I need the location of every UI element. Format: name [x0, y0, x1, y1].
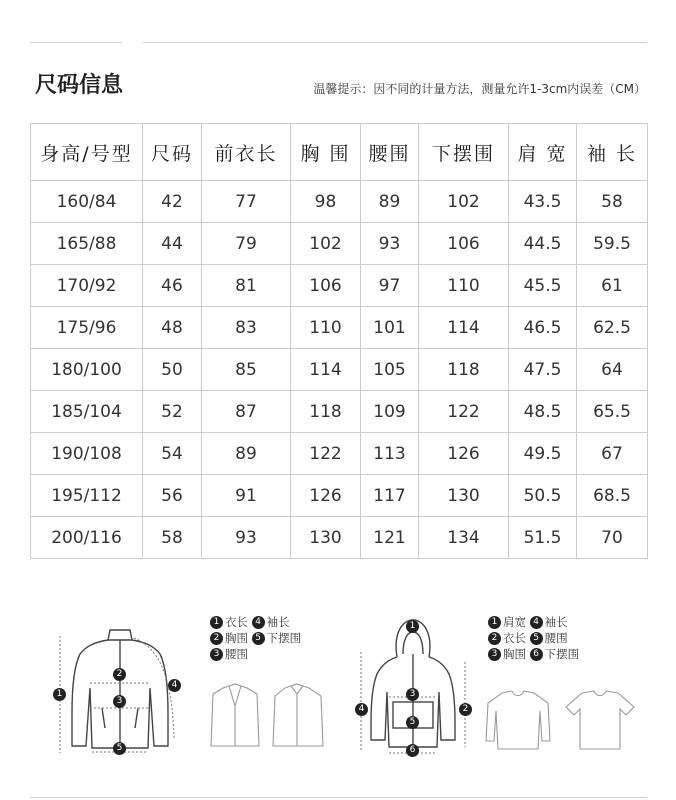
table-cell: 62.5 — [577, 307, 648, 349]
table-row — [31, 181, 648, 223]
legend-label: 肩宽 — [503, 615, 526, 629]
table-cell: 91 — [202, 475, 291, 517]
legend-number-icon: 4 — [252, 616, 265, 629]
legend-number-icon: 5 — [252, 632, 265, 645]
table-cell: 126 — [419, 433, 509, 475]
table-row — [31, 517, 648, 559]
table-cell: 101 — [361, 307, 419, 349]
table-cell: 114 — [419, 307, 509, 349]
legend-number-icon: 2 — [210, 632, 223, 645]
hoodie-legend — [488, 614, 579, 662]
table-header-row — [31, 124, 648, 181]
table-cell: 58 — [577, 181, 648, 223]
table-cell: 46 — [143, 265, 202, 307]
table-cell: 46.5 — [509, 307, 577, 349]
table-cell: 114 — [291, 349, 361, 391]
table-cell: 98 — [291, 181, 361, 223]
table-cell: 70 — [577, 517, 648, 559]
table-cell: 165/88 — [31, 223, 143, 265]
table-cell: 106 — [291, 265, 361, 307]
table-cell: 65.5 — [577, 391, 648, 433]
column-header: 身高/号型 — [31, 124, 143, 181]
table-cell: 113 — [361, 433, 419, 475]
legend-number-icon: 6 — [530, 648, 543, 661]
table-cell: 130 — [291, 517, 361, 559]
table-cell: 52 — [143, 391, 202, 433]
table-cell: 58 — [143, 517, 202, 559]
marker-2-icon: 2 — [459, 703, 472, 716]
table-cell: 121 — [361, 517, 419, 559]
table-cell: 50 — [143, 349, 202, 391]
table-cell: 44 — [143, 223, 202, 265]
table-cell: 134 — [419, 517, 509, 559]
table-cell: 175/96 — [31, 307, 143, 349]
legend-label: 下摆围 — [544, 647, 580, 661]
table-cell: 77 — [202, 181, 291, 223]
table-cell: 81 — [202, 265, 291, 307]
table-cell: 195/112 — [31, 475, 143, 517]
legend-label: 衣长 — [503, 631, 526, 645]
table-cell: 160/84 — [31, 181, 143, 223]
legend-number-icon: 1 — [488, 616, 501, 629]
legend-number-icon: 4 — [530, 616, 543, 629]
table-cell: 61 — [577, 265, 648, 307]
column-header: 尺码 — [143, 124, 202, 181]
table-cell: 89 — [361, 181, 419, 223]
table-cell: 44.5 — [509, 223, 577, 265]
table-row — [31, 307, 648, 349]
legend-number-icon: 3 — [210, 648, 223, 661]
legend-label: 腰围 — [544, 631, 568, 645]
table-row — [31, 349, 648, 391]
legend-number-icon: 1 — [210, 616, 223, 629]
marker-5-icon: 5 — [406, 716, 419, 729]
legend-number-icon: 5 — [530, 632, 543, 645]
column-header: 前衣长 — [202, 124, 291, 181]
table-row — [31, 475, 648, 517]
table-cell: 118 — [419, 349, 509, 391]
legend-label: 腰围 — [225, 647, 248, 661]
legend-label: 下摆围 — [266, 631, 302, 645]
table-cell: 54 — [143, 433, 202, 475]
column-header: 肩 宽 — [509, 124, 577, 181]
page-title: 尺码信息 — [35, 73, 124, 98]
legend-number-icon: 2 — [488, 632, 501, 645]
legend-label: 袖长 — [544, 615, 568, 629]
table-row — [31, 223, 648, 265]
table-cell: 79 — [202, 223, 291, 265]
column-header: 腰围 — [361, 124, 419, 181]
table-cell: 83 — [202, 307, 291, 349]
table-cell: 49.5 — [509, 433, 577, 475]
table-cell: 117 — [361, 475, 419, 517]
size-table — [30, 123, 648, 559]
jacket-marker-group — [50, 618, 190, 760]
table-cell: 170/92 — [31, 265, 143, 307]
table-cell: 48 — [143, 307, 202, 349]
table-cell: 122 — [419, 391, 509, 433]
table-cell: 42 — [143, 181, 202, 223]
marker-3-icon: 3 — [113, 695, 126, 708]
marker-5-icon: 5 — [113, 742, 126, 755]
jacket-legend — [210, 614, 301, 662]
table-cell: 97 — [361, 265, 419, 307]
table-cell: 122 — [291, 433, 361, 475]
table-row — [31, 391, 648, 433]
table-cell: 105 — [361, 349, 419, 391]
table-cell: 118 — [291, 391, 361, 433]
table-row — [31, 433, 648, 475]
table-cell: 130 — [419, 475, 509, 517]
hoodie-marker-group — [355, 612, 485, 760]
table-cell: 45.5 — [509, 265, 577, 307]
top-divider-right — [143, 42, 647, 43]
table-cell: 59.5 — [577, 223, 648, 265]
table-cell: 110 — [291, 307, 361, 349]
table-cell: 64 — [577, 349, 648, 391]
table-cell: 185/104 — [31, 391, 143, 433]
table-cell: 190/108 — [31, 433, 143, 475]
marker-4-icon: 4 — [168, 679, 181, 692]
table-cell: 126 — [291, 475, 361, 517]
legend-label: 胸围 — [225, 631, 248, 645]
table-cell: 56 — [143, 475, 202, 517]
bottom-divider — [30, 797, 647, 798]
table-cell: 48.5 — [509, 391, 577, 433]
table-cell: 102 — [419, 181, 509, 223]
legend-label: 衣长 — [225, 615, 248, 629]
marker-4-icon: 4 — [355, 703, 368, 716]
table-cell: 106 — [419, 223, 509, 265]
sweater-and-tshirt-icon — [482, 685, 652, 757]
table-cell: 89 — [202, 433, 291, 475]
marker-2-icon: 2 — [113, 668, 126, 681]
table-cell: 87 — [202, 391, 291, 433]
table-cell: 50.5 — [509, 475, 577, 517]
table-cell: 68.5 — [577, 475, 648, 517]
legend-label: 袖长 — [266, 615, 290, 629]
marker-1-icon: 1 — [53, 688, 66, 701]
legend-label: 胸围 — [503, 647, 526, 661]
table-cell: 43.5 — [509, 181, 577, 223]
table-cell: 180/100 — [31, 349, 143, 391]
marker-3-icon: 3 — [406, 688, 419, 701]
legend-number-icon: 3 — [488, 648, 501, 661]
table-cell: 200/116 — [31, 517, 143, 559]
blazer-and-shirt-icon — [203, 680, 333, 755]
table-row — [31, 265, 648, 307]
table-cell: 47.5 — [509, 349, 577, 391]
table-cell: 93 — [202, 517, 291, 559]
table-cell: 67 — [577, 433, 648, 475]
table-cell: 51.5 — [509, 517, 577, 559]
top-divider-left — [30, 42, 122, 43]
table-cell: 102 — [291, 223, 361, 265]
column-header: 胸 围 — [291, 124, 361, 181]
marker-1-icon: 1 — [406, 620, 419, 633]
table-cell: 93 — [361, 223, 419, 265]
table-cell: 110 — [419, 265, 509, 307]
column-header: 袖 长 — [577, 124, 648, 181]
column-header: 下摆围 — [419, 124, 509, 181]
measurement-tip: 温馨提示：因不同的计量方法，测量允许1-3cm内误差（CM） — [313, 82, 646, 96]
table-cell: 85 — [202, 349, 291, 391]
marker-6-icon: 6 — [406, 744, 419, 757]
table-cell: 109 — [361, 391, 419, 433]
